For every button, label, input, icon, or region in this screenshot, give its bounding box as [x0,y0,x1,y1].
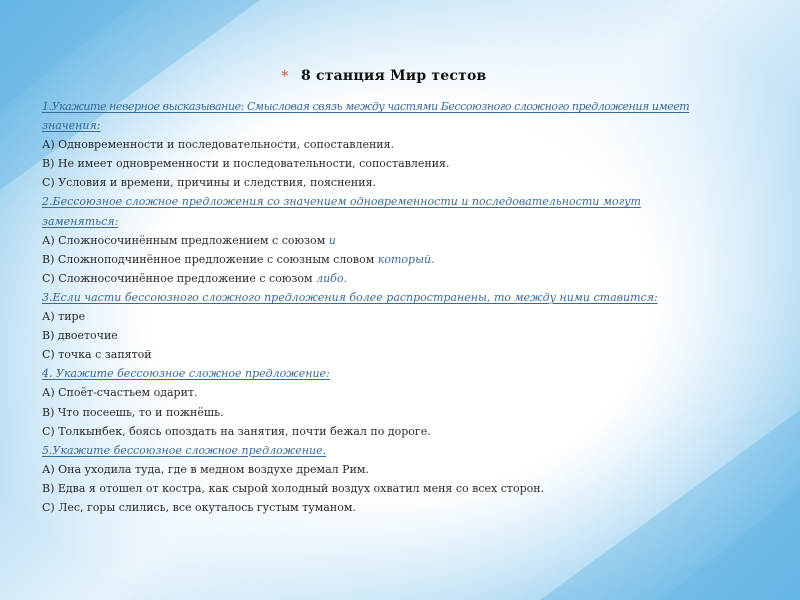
question-1-option-b: В) Не имеет одновременности и последовательности, сопоставления. [42,157,450,171]
question-3-option-a: А) тире [42,310,86,324]
option-emphasis: либо. [316,271,348,285]
question-5-option-c: С) Лес, горы слились, все окуталось густым туманом. [42,500,356,514]
question-2-option-c [42,269,742,288]
option-emphasis: который. [377,252,435,266]
option-text: С) Сложносочинённое предложение с союзом [42,271,317,285]
question-5-option-b: В) Едва я отошел от костра, как сырой холодный воздух охватил меня со всех сторон. [42,481,545,495]
question-4-option-c: С) Толкынбек, боясь опоздать на занятия, почти бежал по дороге. [42,424,431,438]
question-3-option-c: С) точка с запятой [42,348,152,362]
question-4-option-a: А) Споёт-счастьем одарит. [42,386,198,400]
question-2-prompt-line-2: заменяться: [42,214,119,228]
test-content [42,97,742,517]
option-emphasis: и [328,233,336,247]
title-row [281,65,486,87]
question-5-prompt: 5.Укажите бессоюзное сложное предложение. [42,443,327,457]
question-2-prompt-line-1: 2.Бессоюзное сложное предложения со значением одновременности и последовательности могут [42,195,641,209]
question-4-option-b: В) Что посеешь, то и пожнёшь. [42,405,224,419]
question-3-prompt: 3.Если части бессоюзного сложного предложения более распространены, то между ними ставится: [42,290,658,304]
question-3-option-b: В) двоеточие [42,329,118,343]
question-2-option-b [42,250,742,269]
question-2-option-a [42,231,742,250]
question-5-option-a: А) Она уходила туда, где в медном воздухе дремал Рим. [42,462,369,476]
option-text: В) Сложноподчинённое предложение с союзным словом [42,252,378,266]
asterisk-bullet-icon: * [281,67,289,85]
question-1-option-a: А) Одновременности и последовательности, сопоставления. [42,138,395,152]
question-4-prompt: 4. Укажите бессоюзное сложное предложение: [42,367,330,381]
slide-title: 8 станция Мир тестов [301,68,487,84]
question-1-option-c: С) Условия и времени, причины и следствия, пояснения. [42,176,377,190]
question-1-prompt-line-2: значения: [42,119,101,133]
option-text: А) Сложносочинённым предложением с союзом [42,233,329,247]
question-1-prompt-line-1: 1.Укажите неверное высказывание: Смысловая связь между частями Бессоюзного сложного предложения имеет [42,100,690,113]
